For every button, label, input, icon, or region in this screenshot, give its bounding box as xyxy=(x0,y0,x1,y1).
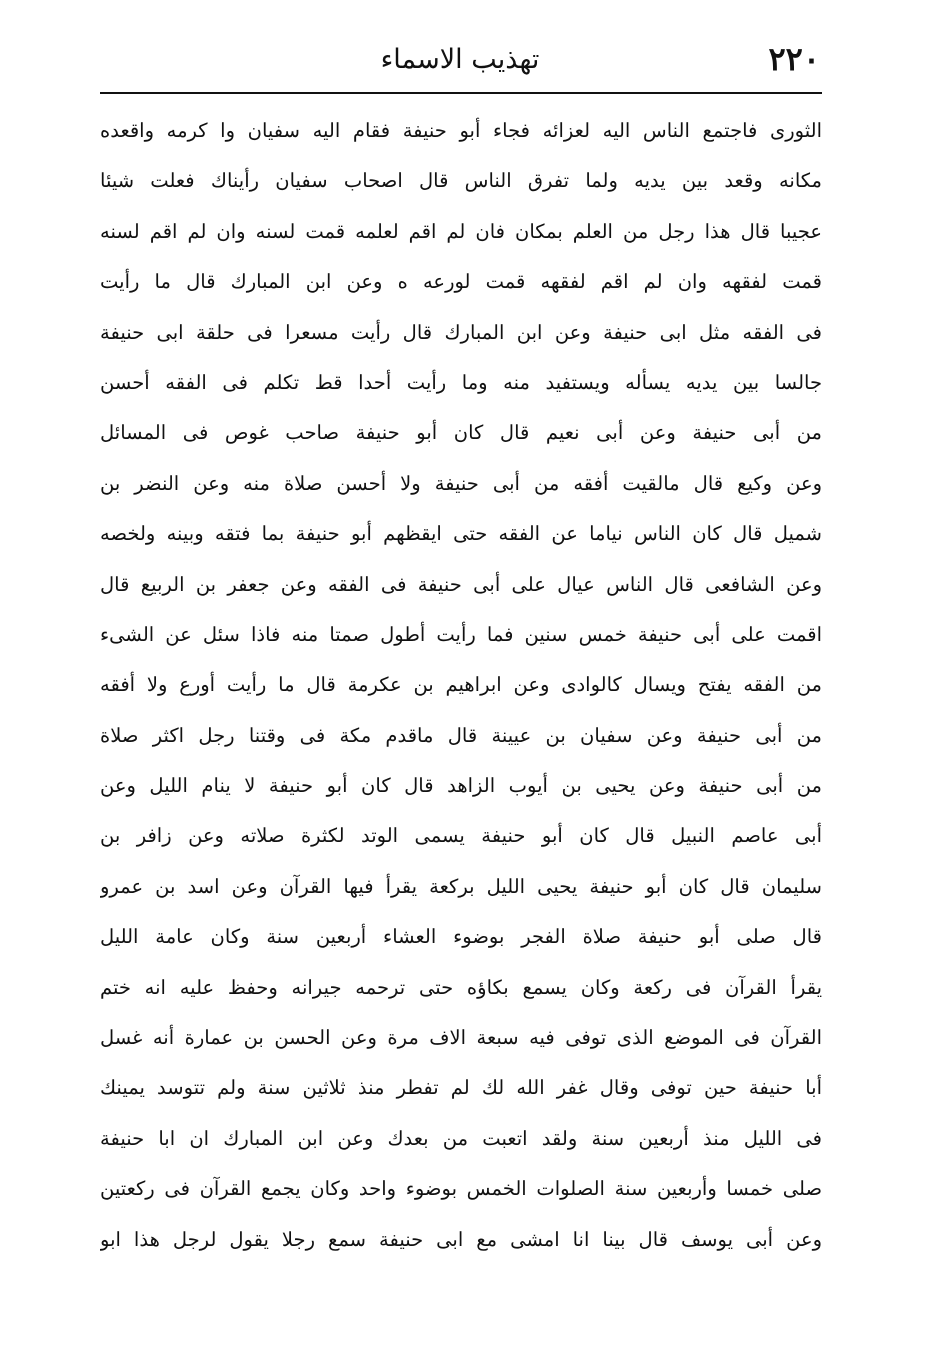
text-line: القرآن فى الموضع الذى توفى فيه سبعة الاف مرة وعن الحسن بن عمارة أنه غسل xyxy=(100,1026,822,1050)
text-line: يقرأ القرآن فى ركعة وكان يسمع بكاؤه حتى ترحمه جيرانه وحفظ عليه انه ختم xyxy=(100,975,822,999)
text-line: الثورى فاجتمع الناس اليه لعزائه فجاء أبو حنيفة فقام اليه سفيان وا كرمه واقعده xyxy=(100,119,822,142)
text-line: قال صلى أبو حنيفة صلاة الفجر بوضوء العشاء أربعين سنة وكان عامة الليل xyxy=(100,925,822,949)
text-line: مكانه وقعد بين يديه ولما تفرق الناس قال اصحاب سفيان رأيناك فعلت شيئا xyxy=(100,169,822,193)
text-line: من أبى حنيفة وعن أبى نعيم قال كان أبو حنيفة صاحب غوص فى المسائل xyxy=(100,421,822,445)
text-line: اقمت على أبى حنيفة خمس سنين فما رأيت أطول صمتا منه فاذا سئل عن الشىء xyxy=(100,622,822,646)
text-line: وعن أبى يوسف قال بينا انا امشى مع ابى حنيفة سمع رجلا يقول لرجل هذا ابو xyxy=(100,1227,822,1251)
page-number: ٢٢٠ xyxy=(768,40,820,78)
text-line: من أبى حنيفة وعن سفيان بن عيينة قال ماقدم مكة فى وقتنا رجل اكثر صلاة xyxy=(100,723,822,747)
running-title: تهذيب الاسماء xyxy=(380,44,540,75)
text-line: عجيبا قال هذا رجل من العلم بمكان فان لم اقم لعلمه قمت لسنه وان لم اقم لسنه xyxy=(100,219,822,243)
header-rule xyxy=(100,92,822,94)
text-line: وعن وكيع قال مالقيت أفقه من أبى حنيفة ولا أحسن صلاة منه وعن النضر بن xyxy=(100,471,822,495)
text-line: سليمان قال كان أبو حنيفة يحيى الليل بركعة يقرأ فيها القرآن وعن اسد بن عمرو xyxy=(100,874,822,898)
text-line: شميل قال كان الناس نياما عن الفقه حتى ايقظهم أبو حنيفة بما فتقه وبينه ولخصه xyxy=(100,522,822,546)
text-line: أبا حنيفة حين توفى وقال غفر الله لك لم تفطر منذ ثلاثين سنة ولم تتوسد يمينك xyxy=(100,1076,822,1100)
text-line: من الفقه يفتح ويسال كالوادى وعن ابراهيم بن عكرمة قال ما رأيت أورع ولا أفقه xyxy=(100,673,822,697)
text-line: من أبى حنيفة وعن يحيى بن أيوب الزاهد قال كان أبو حنيفة لا ينام الليل وعن xyxy=(100,774,822,798)
page-header xyxy=(100,38,820,88)
body-text xyxy=(100,106,822,1265)
text-line: أبى عاصم النبيل قال كان أبو حنيفة يسمى الوتد لكثرة صلاته وعن زافر بن xyxy=(100,824,822,848)
text-line: جالسا بين يديه يسأله ويستفيد منه وما رأيت أحدا قط تكلم فى الفقه أحسن xyxy=(100,370,822,394)
text-line: صلى خمسا وأربعين سنة الصلوات الخمس بوضوء واحد وكان يجمع القرآن فى ركعتين xyxy=(100,1177,822,1201)
text-line: فى الليل منذ أربعين سنة ولقد اتعبت من بعدك وعن ابن المبارك ان ابا حنيفة xyxy=(100,1126,822,1150)
text-line: قمت لفقهه وان لم اقم لفقهه قمت لورعه ه وعن ابن المبارك قال ما رأيت xyxy=(100,270,822,294)
text-line: فى الفقه مثل ابى حنيفة وعن ابن المبارك قال رأيت مسعرا فى حلقة ابى حنيفة xyxy=(100,320,822,344)
text-line: وعن الشافعى قال الناس عيال على أبى حنيفة فى الفقه وعن جعفر بن الربيع قال xyxy=(100,572,822,596)
